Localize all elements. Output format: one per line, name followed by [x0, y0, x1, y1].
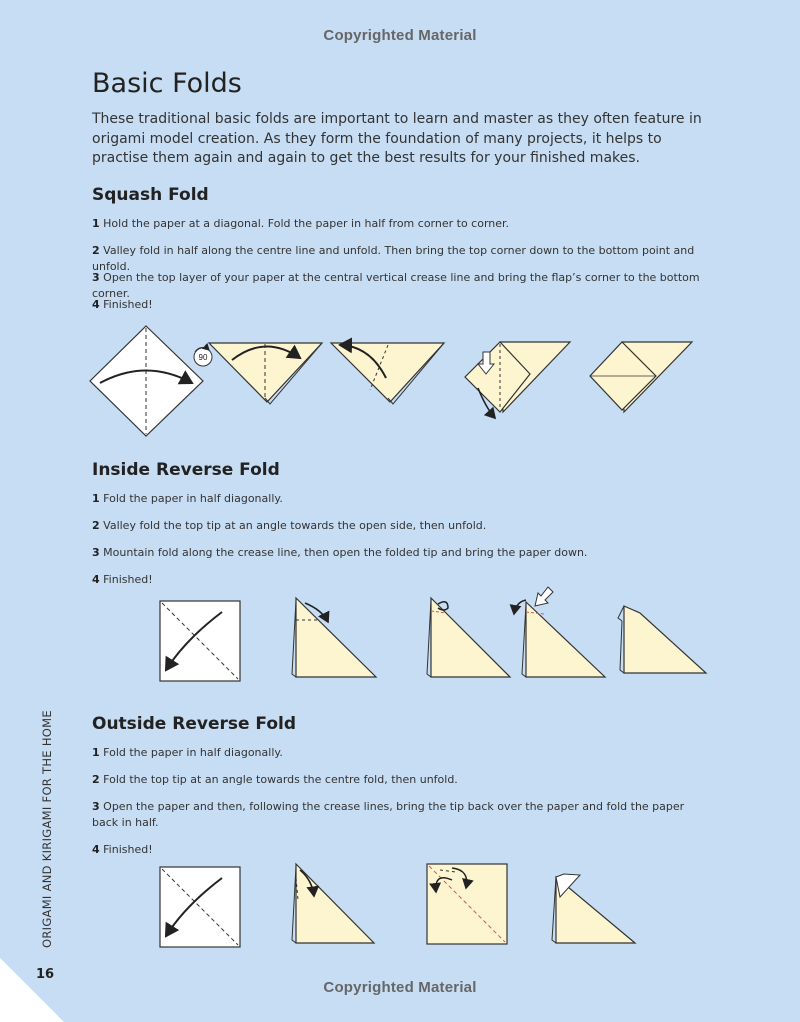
outside-reverse-fold-diagrams — [0, 855, 800, 955]
step-text: Finished! — [103, 573, 153, 586]
squash-fold-diagrams — [0, 320, 800, 445]
step-number: 4 — [92, 843, 100, 856]
copyright-footer: Copyrighted Material — [323, 979, 477, 996]
inside-step5-diagram — [618, 606, 706, 673]
inside-step2-diagram — [292, 598, 376, 677]
outside-step-2 — [92, 772, 732, 788]
inside-step1-diagram — [160, 601, 240, 681]
inside-step4-diagram — [514, 587, 605, 677]
squash-step3-diagram — [331, 343, 444, 404]
page-title: Basic Folds — [92, 68, 242, 99]
step-number: 3 — [92, 271, 100, 284]
step-text: Open the paper and then, following the crease lines, bring the tip back over the paper and fold the paper back in half. — [92, 800, 685, 829]
step-number: 1 — [92, 217, 100, 230]
step-text: Finished! — [103, 298, 153, 311]
outside-step4-diagram — [552, 874, 635, 943]
inside-reverse-fold-heading: Inside Reverse Fold — [92, 460, 280, 480]
inside-step-2 — [92, 518, 732, 534]
outside-step1-diagram — [160, 867, 240, 947]
page-number: 16 — [36, 967, 55, 982]
step-number: 2 — [92, 773, 100, 786]
step-number: 4 — [92, 298, 100, 311]
squash-step2-diagram — [209, 343, 322, 404]
outside-step-3 — [92, 799, 692, 831]
step-number: 1 — [92, 492, 100, 505]
copyright-header: Copyrighted Material — [323, 27, 477, 44]
outside-step2-diagram — [292, 864, 374, 943]
outside-step-1 — [92, 745, 732, 761]
rotate-badge-label: 90 — [198, 353, 208, 362]
step-text: Fold the top tip at an angle towards the centre fold, then unfold. — [103, 773, 458, 786]
step-text: Open the top layer of your paper at the central vertical crease line and bring the flap’s corner to the bottom corner. — [92, 271, 700, 300]
step-text: Mountain fold along the crease line, then open the folded tip and bring the paper down. — [103, 546, 588, 559]
step-number: 2 — [92, 519, 100, 532]
outside-step3-diagram — [427, 864, 507, 944]
step-number: 1 — [92, 746, 100, 759]
step-number: 2 — [92, 244, 100, 257]
step-text: Fold the paper in half diagonally. — [103, 746, 283, 759]
step-text: Hold the paper at a diagonal. Fold the paper in half from corner to corner. — [103, 217, 510, 230]
squash-fold-heading: Squash Fold — [92, 185, 209, 205]
step-text: Valley fold in half along the centre line and unfold. Then bring the top corner down to the bottom point and unfold. — [92, 244, 695, 273]
step-number: 4 — [92, 573, 100, 586]
squash-step-4 — [92, 297, 732, 313]
squash-step5-diagram — [590, 342, 692, 412]
inside-step-3 — [92, 545, 732, 561]
squash-step4-diagram — [465, 342, 570, 418]
inside-step-1 — [92, 491, 732, 507]
step-text: Valley fold the top tip at an angle towards the open side, then unfold. — [103, 519, 487, 532]
intro-paragraph: These traditional basic folds are important to learn and master as they often feature in origami model creation. As they form the foundation of many projects, it helps to practise them again and again to get the best results for your finished makes. — [92, 111, 702, 166]
squash-step1-diagram — [90, 326, 203, 436]
outside-reverse-fold-heading: Outside Reverse Fold — [92, 714, 297, 734]
step-text: Finished! — [103, 843, 153, 856]
step-text: Fold the paper in half diagonally. — [103, 492, 283, 505]
inside-step3-diagram — [427, 598, 510, 677]
step-number: 3 — [92, 800, 100, 813]
step-number: 3 — [92, 546, 100, 559]
book-title-vertical: ORIGAMI AND KIRIGAMI FOR THE HOME — [40, 710, 54, 948]
squash-step-1 — [92, 216, 732, 232]
inside-reverse-fold-diagrams — [0, 585, 800, 685]
